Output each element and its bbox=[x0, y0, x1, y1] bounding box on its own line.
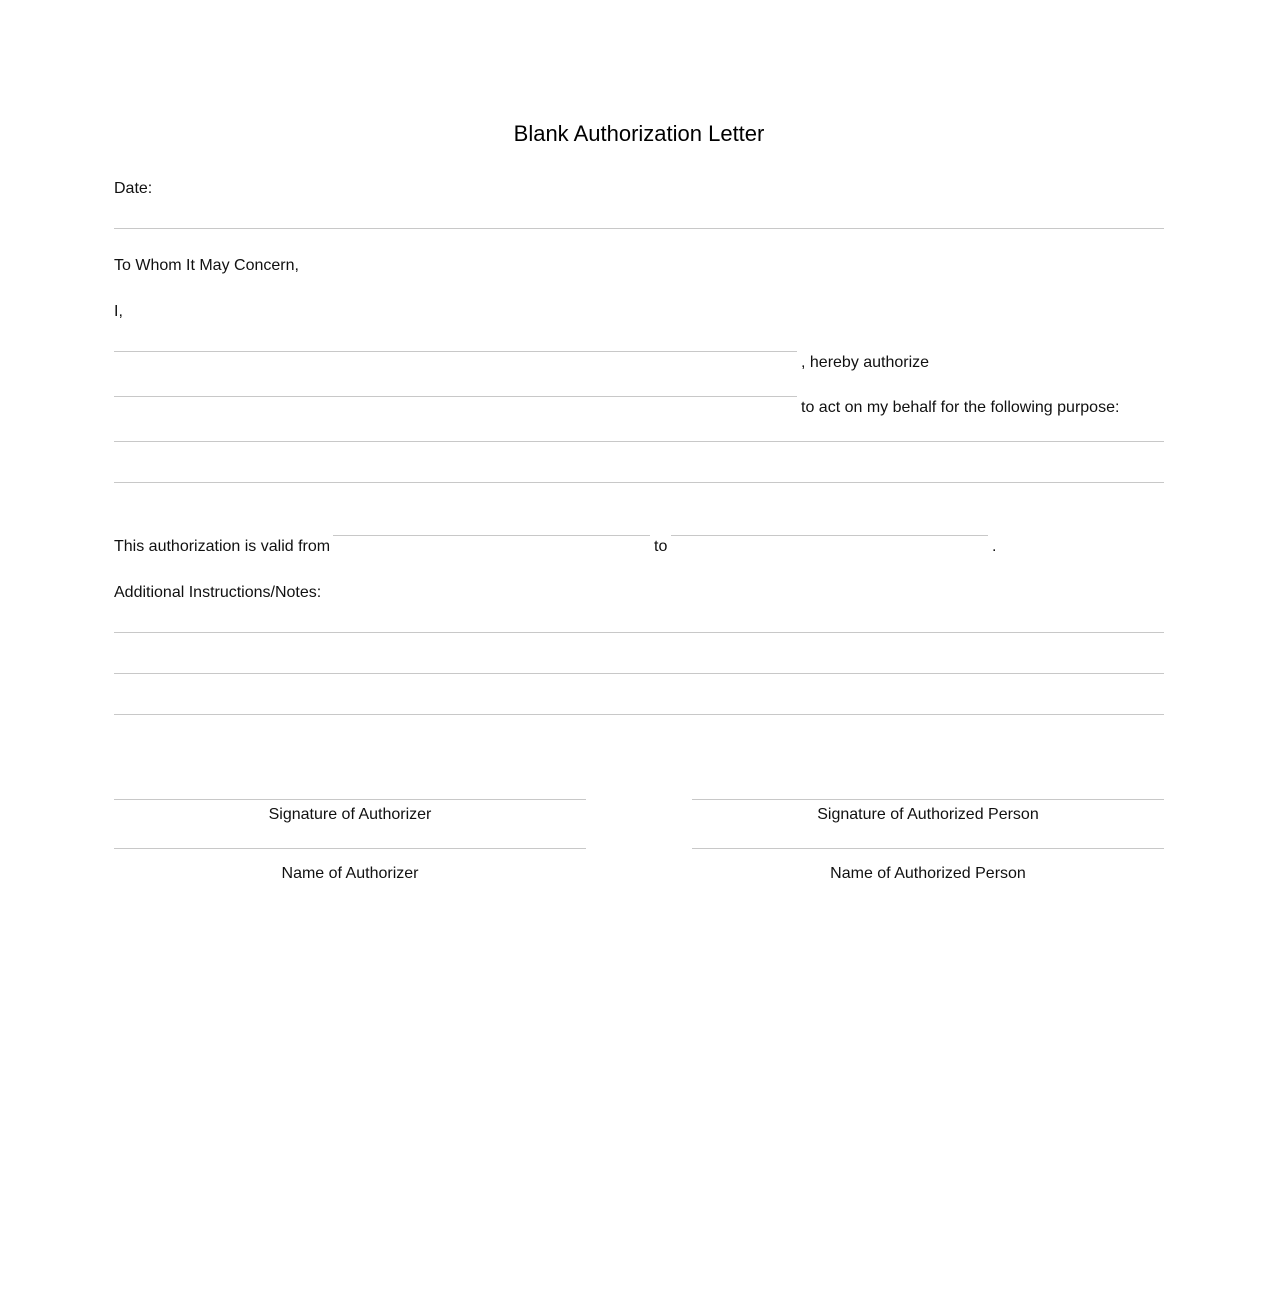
signature-authorized-label: Signature of Authorized Person bbox=[817, 806, 1039, 823]
intro-text: I, bbox=[114, 303, 123, 320]
signature-authorizer-line[interactable] bbox=[114, 799, 586, 800]
act-on-behalf-text: to act on my behalf for the following purpose: bbox=[801, 399, 1120, 416]
valid-to-text: to bbox=[654, 538, 668, 555]
name-authorizer-line[interactable] bbox=[114, 848, 586, 849]
purpose-line[interactable] bbox=[114, 441, 1164, 442]
purpose-line[interactable] bbox=[114, 482, 1164, 483]
greeting-text: To Whom It May Concern, bbox=[114, 257, 299, 274]
signature-authorized-line[interactable] bbox=[692, 799, 1164, 800]
valid-to-date-line[interactable] bbox=[671, 535, 988, 536]
letter-title: Blank Authorization Letter bbox=[513, 121, 765, 146]
notes-line[interactable] bbox=[114, 673, 1164, 674]
notes-line[interactable] bbox=[114, 632, 1164, 633]
hereby-authorize-text: , hereby authorize bbox=[801, 354, 930, 371]
name-authorizer-label: Name of Authorizer bbox=[281, 865, 419, 882]
authorizer-name-line[interactable] bbox=[114, 351, 797, 352]
name-authorized-line[interactable] bbox=[692, 848, 1164, 849]
notes-line[interactable] bbox=[114, 714, 1164, 715]
signature-authorizer-label: Signature of Authorizer bbox=[268, 806, 432, 823]
valid-from-date-line[interactable] bbox=[333, 535, 650, 536]
date-field-line[interactable] bbox=[114, 228, 1164, 229]
valid-end-period: . bbox=[992, 538, 997, 555]
name-authorized-label: Name of Authorized Person bbox=[830, 865, 1026, 882]
date-label: Date: bbox=[114, 180, 153, 197]
notes-label: Additional Instructions/Notes: bbox=[114, 584, 322, 601]
valid-from-text: This authorization is valid from bbox=[114, 538, 331, 555]
authorized-person-line[interactable] bbox=[114, 396, 797, 397]
